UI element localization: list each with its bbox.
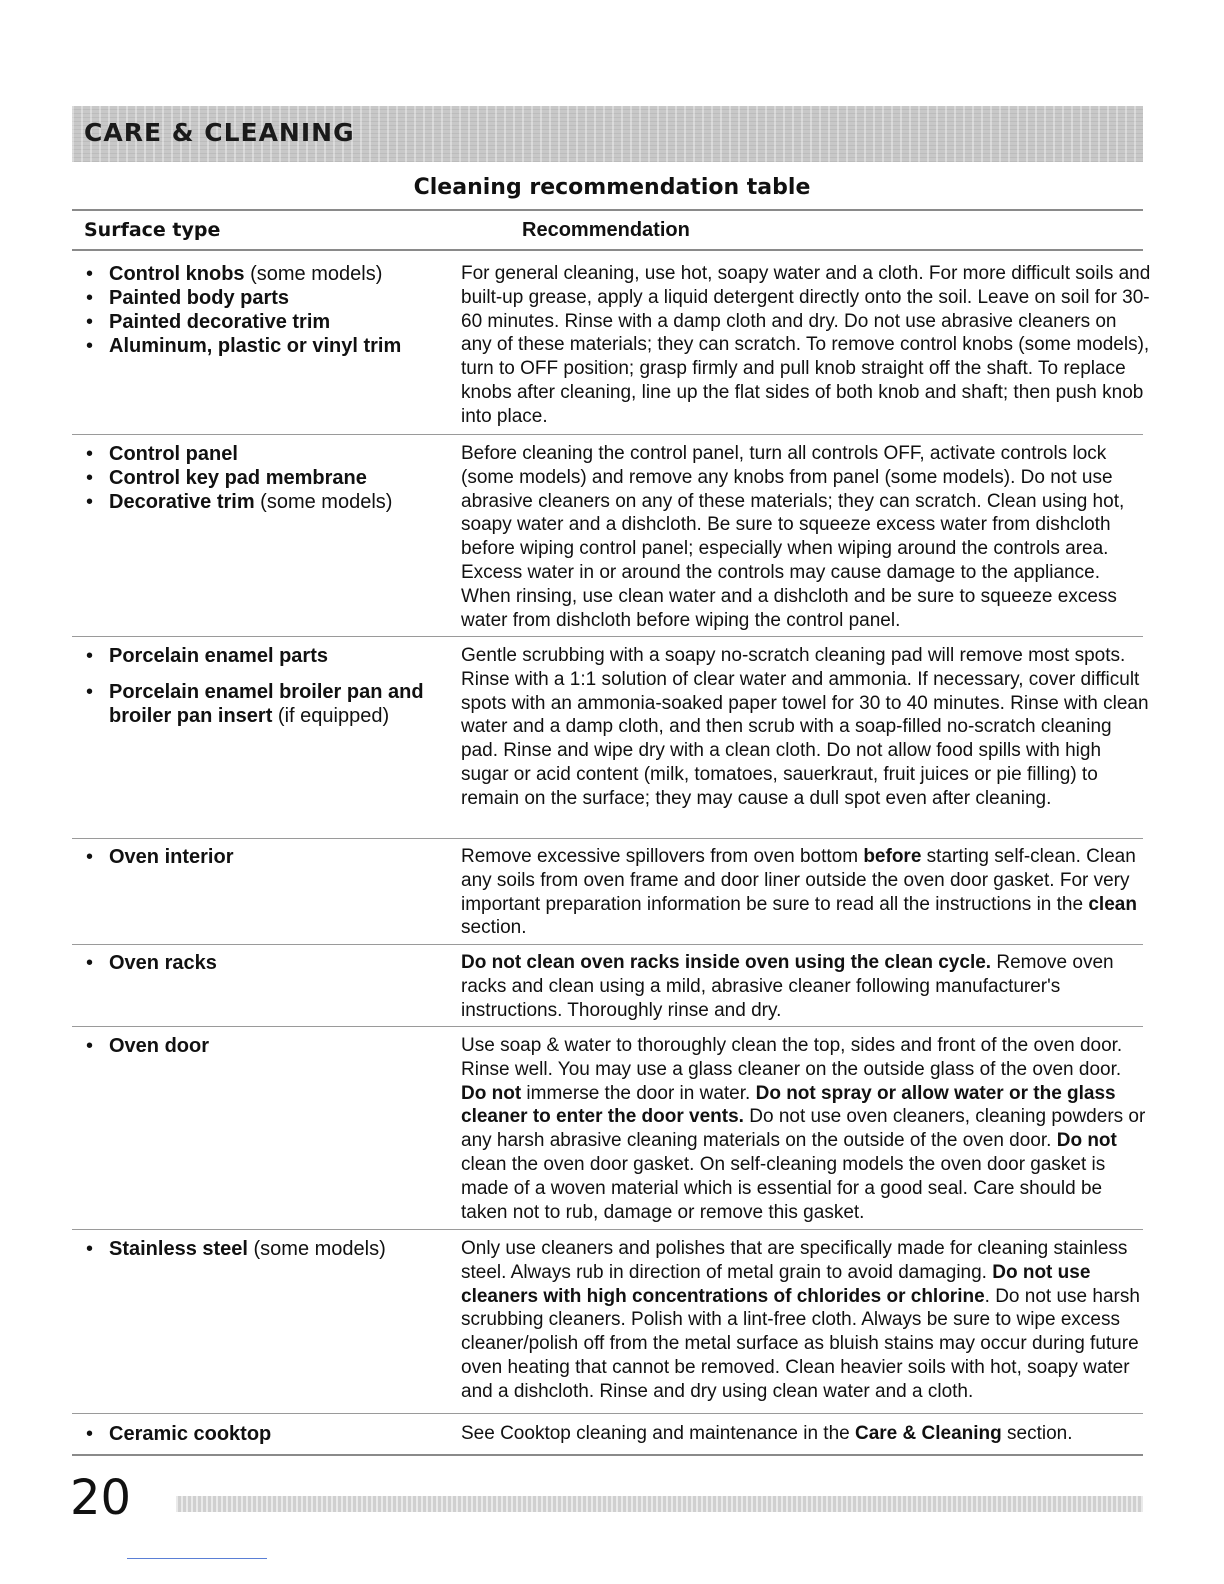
- surface-name: Control knobs: [109, 263, 245, 285]
- recommendation-paragraph: [461, 951, 1151, 1022]
- recommendation-text-run: section.: [1001, 1423, 1073, 1444]
- emphasis-text: Do not: [1056, 1130, 1117, 1152]
- surface-name: Porcelain enamel broiler pan and broiler pan insert: [109, 681, 424, 727]
- emphasis-text: before: [863, 846, 922, 867]
- recommendation-paragraph: [461, 1237, 1151, 1404]
- footer-blue-line: [127, 1558, 267, 1559]
- surface-list: [82, 845, 452, 869]
- surface-list: [82, 1422, 452, 1446]
- table-title: Cleaning recommendation table: [413, 175, 811, 200]
- surface-list: [82, 442, 452, 514]
- surface-name: Painted body parts: [109, 287, 290, 309]
- surface-name: Aluminum, plastic or vinyl trim: [109, 335, 402, 357]
- recommendation-text-run: Gentle scrubbing with a soapy no-scratch cleaning pad will remove most spots. Rinse with a 1:1 solution of clear water and ammonia. If necessary, cover difficult spots with an ammonia-soaked paper towel for 30 to 40 minutes. Rinse with clean water and a damp cloth, and then scrub with a soap-filled no-scratch cleaning pad. Rinse and wipe dry with a clean cloth. Do not allow food spills with high sugar or acid content (milk, tomatoes, sauerkraut, fruit juices or pie filling) to remain on the surface; they may cause a dull spot even after cleaning.: [461, 645, 1149, 809]
- page-number: 20: [70, 1470, 132, 1526]
- recommendation-text: [461, 1422, 1151, 1446]
- surface-item: [82, 951, 452, 975]
- surface-name: Stainless steel: [109, 1238, 248, 1260]
- recommendation-text-run: starting self-clean. Clean any soils from oven frame and door liner outside the oven door gasket. For very important preparation information be sure to read all the instructions in the: [461, 846, 1136, 915]
- surface-name: Oven racks: [109, 952, 217, 974]
- surface-list: [82, 644, 452, 728]
- surface-item: [82, 1237, 452, 1261]
- row-divider: [72, 838, 1143, 839]
- row-divider: [72, 636, 1143, 637]
- header-rule: [72, 249, 1143, 251]
- surface-name: Ceramic cooktop: [109, 1423, 272, 1445]
- emphasis-text: Do not clean oven racks inside oven using the clean cycle.: [461, 952, 992, 973]
- surface-item: [82, 286, 452, 310]
- surface-list: [82, 262, 452, 358]
- surface-name: Oven door: [109, 1035, 210, 1057]
- surface-name: Decorative trim: [109, 491, 255, 513]
- surface-list: [82, 1237, 452, 1261]
- row-divider: [72, 1026, 1143, 1027]
- recommendation-text-run: Remove oven racks and clean using a mild, abrasive cleaner following manufacturer's instructions. Thoroughly rinse and dry.: [461, 952, 1114, 1021]
- surface-type-header: Surface type: [84, 219, 221, 241]
- section-banner: [72, 106, 1143, 162]
- surface-item: [82, 310, 452, 334]
- row-divider: [72, 1229, 1143, 1230]
- row-divider: [72, 944, 1143, 945]
- recommendation-text-run: Before cleaning the control panel, turn all controls OFF, activate controls lock (some models) and remove any knobs from panel (some models). Do not use abrasive cleaners on any of these materials; they can scratch. Clean using hot, soapy water and a dishcloth. Be sure to squeeze excess water from dishcloth before wiping control panel; especially when wiping around the controls area. Excess water in or around the controls may cause damage to the appliance. When rinsing, use clean water and a dishcloth and be sure to squeeze excess water from dishcloth before wiping the control panel.: [461, 443, 1125, 631]
- surface-note: (if equipped): [272, 705, 390, 727]
- recommendation-text-run: . Do not use harsh scrubbing cleaners. Polish with a lint-free cloth. Always be sure to wipe excess cleaner/polish off from the metal surface as bluish stains may occur during future oven heating that cannot be removed. Clean heavier soils with hot, soapy water and a dishcloth. Rinse and dry using clean water and a cloth.: [461, 1285, 1140, 1402]
- footer-decorative-bar: [176, 1496, 1143, 1512]
- table-top-rule: [72, 209, 1143, 211]
- surface-name: Control key pad membrane: [109, 467, 367, 489]
- recommendation-paragraph: [461, 845, 1151, 940]
- recommendation-text-run: Remove excessive spillovers from oven bottom: [461, 846, 864, 867]
- surface-item: [82, 334, 452, 358]
- surface-item: [82, 466, 452, 490]
- surface-item: [82, 442, 452, 466]
- surface-item: [82, 845, 452, 869]
- recommendation-text: [461, 262, 1151, 429]
- surface-item: [82, 490, 452, 514]
- table-bottom-rule: [72, 1454, 1143, 1456]
- recommendation-paragraph: [461, 1034, 1151, 1224]
- surface-note: (some models): [254, 491, 393, 513]
- row-divider: [72, 1413, 1143, 1414]
- recommendation-text: [461, 951, 1151, 1022]
- surface-note: (some models): [247, 1238, 386, 1260]
- emphasis-text: Do not spray or allow water or the glass cleaner to enter the door vents.: [461, 1082, 1116, 1128]
- recommendation-text-run: Use soap & water to thoroughly clean the top, sides and front of the oven door. Rinse well. You may use a glass cleaner on the outside glass of the oven door.: [461, 1035, 1123, 1080]
- recommendation-paragraph: [461, 442, 1151, 632]
- recommendation-text: [461, 644, 1151, 811]
- recommendation-paragraph: [461, 262, 1151, 429]
- surface-list: [82, 951, 452, 975]
- emphasis-text: Do not use cleaners with high concentrations of chlorides or chlorine: [461, 1261, 1091, 1307]
- surface-item: [82, 262, 452, 286]
- recommendation-text: [461, 1237, 1151, 1404]
- surface-name: Painted decorative trim: [109, 311, 331, 333]
- emphasis-text: clean: [1088, 893, 1137, 915]
- surface-item: [82, 1034, 452, 1058]
- recommendation-text-run: See Cooktop cleaning and maintenance in the: [461, 1423, 855, 1444]
- section-title: CARE & CLEANING: [84, 118, 355, 147]
- surface-name: Control panel: [109, 443, 238, 465]
- recommendation-text-run: section.: [461, 917, 527, 939]
- recommendation-text: [461, 442, 1151, 632]
- row-divider: [72, 434, 1143, 435]
- surface-item: [82, 1422, 452, 1446]
- surface-note: (some models): [244, 263, 383, 285]
- recommendation-paragraph: [461, 1422, 1151, 1446]
- recommendation-text: [461, 845, 1151, 940]
- recommendation-text-run: immerse the door in water.: [521, 1082, 756, 1104]
- surface-item: [82, 680, 452, 728]
- recommendation-header: Recommendation: [522, 219, 690, 241]
- emphasis-text: Do not: [461, 1082, 522, 1104]
- surface-list: [82, 1034, 452, 1058]
- emphasis-text: Care & Cleaning: [855, 1423, 1002, 1444]
- surface-name: Porcelain enamel parts: [109, 645, 328, 667]
- recommendation-text-run: For general cleaning, use hot, soapy water and a cloth. For more difficult soils and built-up grease, apply a liquid detergent directly onto the soil. Leave on soil for 30-60 minutes. Rinse with a damp cloth and dry. Do not use abrasive cleaners on any of these materials; they can scratch. To remove control knobs (some models), turn to OFF position; grasp firmly and pull knob straight off the shaft. To replace knobs after cleaning, line up the flat sides of both knob and shaft; then push knob into place.: [461, 263, 1151, 427]
- recommendation-text-run: Do not use oven cleaners, cleaning powders or any harsh abrasive cleaning materials on the outside of the oven door.: [461, 1106, 1146, 1152]
- recommendation-paragraph: [461, 644, 1151, 811]
- recommendation-text: [461, 1034, 1151, 1224]
- surface-name: Oven interior: [109, 846, 234, 868]
- recommendation-text-run: Only use cleaners and polishes that are specifically made for cleaning stainless steel. Always rub in direction of metal grain to avoid damaging.: [461, 1238, 1128, 1283]
- recommendation-text-run: clean the oven door gasket. On self-cleaning models the oven door gasket is made of a woven material which is essential for a good seal. Care should be taken not to rub, damage or remove this gasket.: [461, 1153, 1106, 1223]
- surface-item: [82, 644, 452, 668]
